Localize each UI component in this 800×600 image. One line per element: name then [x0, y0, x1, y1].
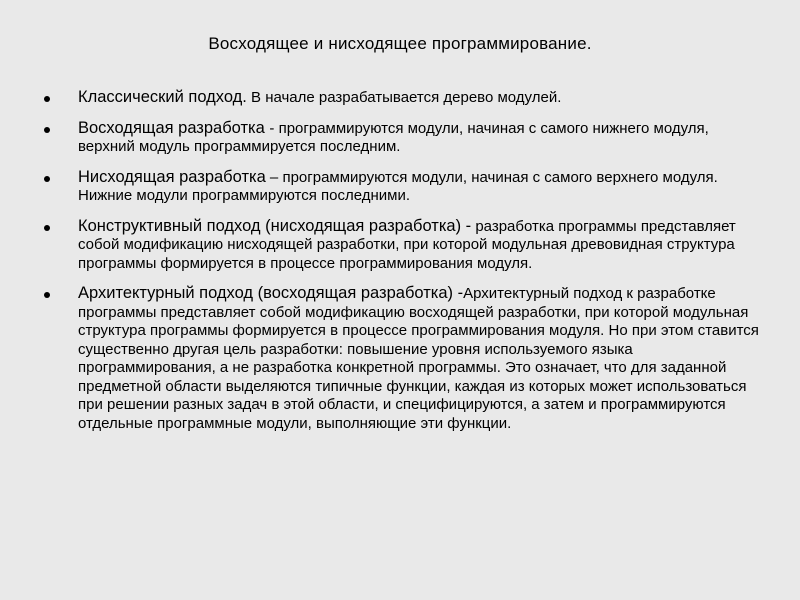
bullet-lead: Восходящая разработка [78, 118, 270, 137]
bullet-item [44, 168, 764, 206]
bullet-dot-icon [44, 292, 50, 298]
bullet-text: Архитектурный подход к разработке программы представляет собой модификацию восходящей разработки, при которой модульная структура программы формируется в процессе программирования модуля. Но при этом ставится существенно другая цель разработки: повышение уровня используемого языка программирования, а не разработка конкретной программы. Это означает, что для заданной предметной области выделяются типичные функции, каждая из которых может использоваться при решении разных задач в этой области, и специфицируются, а затем и программируются отдельные программные модули, выполняющие эти функции. [78, 285, 759, 432]
bullet-item [44, 119, 764, 157]
bullet-lead: Архитектурный подход (восходящая разработка) - [78, 284, 464, 302]
bullet-lead: Классический подход. [78, 88, 247, 106]
bullet-text: В начале разрабатывается дерево модулей. [246, 89, 562, 106]
bullet-text: разработка программы представляет собой модификацию нисходящей разработки, при которой модульная древовидная структура программы формируется в процессе программирования модуля. [78, 217, 736, 272]
bullet-dot-icon [44, 176, 50, 182]
bullet-dot-icon [44, 225, 50, 231]
bullet-item [44, 217, 764, 274]
bullet-dot-icon [44, 96, 50, 102]
bullet-list [44, 88, 764, 444]
bullet-item [44, 88, 764, 108]
bullet-lead: Конструктивный подход (нисходящая разработка) - [78, 216, 472, 235]
bullet-dot-icon [44, 127, 50, 133]
slide-title: Восходящее и нисходящее программирование. [208, 34, 592, 53]
bullet-item [44, 284, 764, 433]
bullet-text: – программируются модули, начиная с самого верхнего модуля. Нижние модули программируются последними. [78, 168, 718, 204]
bullet-text: - программируются модули, начиная с самого нижнего модуля, верхний модуль программируется последним. [78, 119, 709, 155]
bullet-lead: Нисходящая разработка [78, 167, 266, 186]
